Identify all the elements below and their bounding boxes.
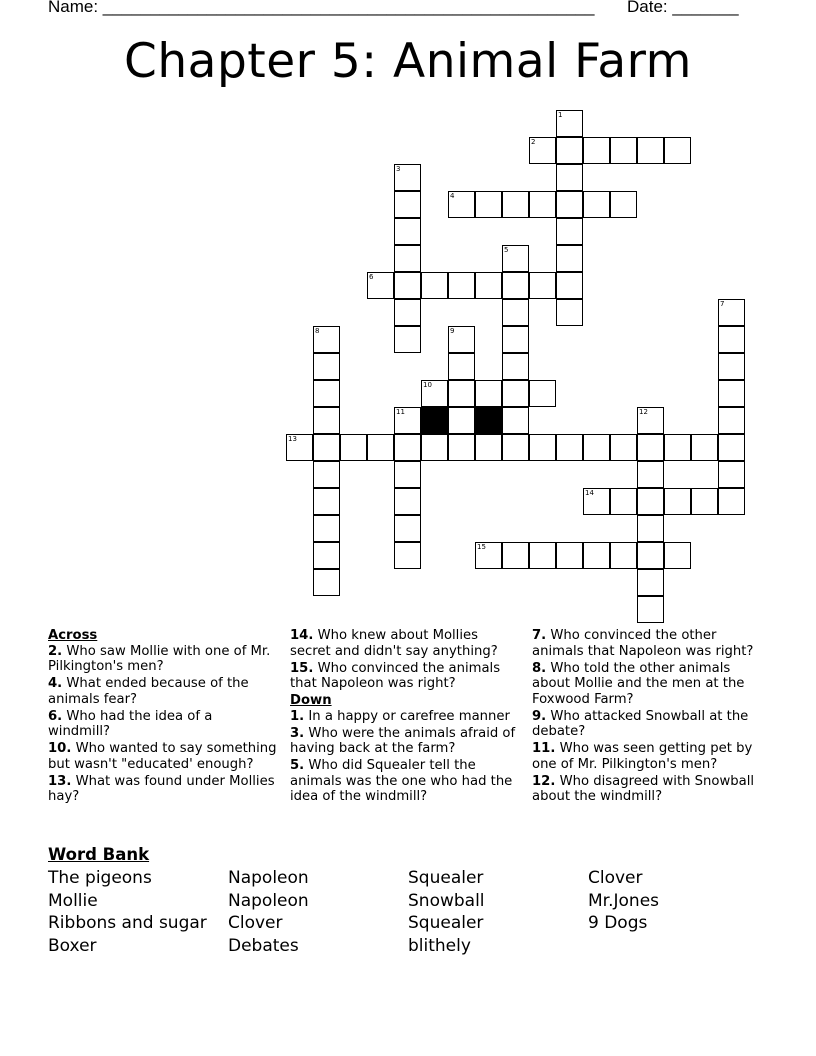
crossword-cell[interactable] [448, 434, 475, 461]
crossword-cell[interactable] [529, 137, 556, 164]
word-bank-item: Mollie [48, 890, 98, 911]
crossword-cell[interactable] [394, 488, 421, 515]
clue-number: 9 [450, 327, 455, 335]
crossword-cell[interactable] [637, 434, 664, 461]
crossword-cell[interactable] [448, 272, 475, 299]
word-bank-item: Debates [228, 935, 299, 956]
crossword-cell[interactable] [502, 542, 529, 569]
crossword-cell[interactable] [637, 542, 664, 569]
crossword-cell[interactable] [583, 542, 610, 569]
crossword-cell[interactable] [556, 272, 583, 299]
crossword-cell[interactable] [367, 272, 394, 299]
crossword-cell[interactable] [664, 542, 691, 569]
crossword-cell[interactable] [610, 191, 637, 218]
crossword-cell[interactable] [718, 434, 745, 461]
crossword-cell[interactable] [691, 434, 718, 461]
crossword-cell[interactable] [475, 542, 502, 569]
crossword-cell[interactable] [556, 299, 583, 326]
crossword-cell[interactable] [394, 299, 421, 326]
crossword-cell[interactable] [502, 434, 529, 461]
crossword-cell[interactable] [394, 515, 421, 542]
crossword-cell[interactable] [664, 434, 691, 461]
clue-down: 9. Who attacked Snowball at the debate? [532, 708, 749, 739]
clue-number: 15 [477, 543, 486, 551]
crossword-cell[interactable] [718, 407, 745, 434]
down-heading: Down [290, 693, 332, 708]
crossword-cell[interactable] [394, 542, 421, 569]
clue-number: 10 [423, 381, 432, 389]
clue-across: 10. Who wanted to say something but wasn't "educated' enough? [48, 741, 277, 772]
crossword-cell[interactable] [502, 272, 529, 299]
clue-down: 12. Who disagreed with Snowball about the windmill? [532, 773, 755, 804]
crossword-cell[interactable] [583, 434, 610, 461]
crossword-cell[interactable] [421, 380, 448, 407]
crossword-cell[interactable] [313, 407, 340, 434]
crossword-cell[interactable] [529, 272, 556, 299]
word-bank-item: 9 Dogs [588, 913, 648, 933]
clues-column-1 [48, 628, 278, 806]
crossword-cell[interactable] [313, 569, 340, 596]
crossword-cell[interactable] [313, 380, 340, 407]
crossword-cell[interactable] [313, 353, 340, 380]
crossword-cell[interactable] [664, 137, 691, 164]
word-bank-item: Clover [228, 913, 283, 933]
crossword-cell[interactable] [718, 326, 745, 353]
clue-across: 13. What was found under Mollies hay? [48, 773, 275, 804]
clue-number: 6 [369, 273, 374, 281]
clue-across: 15. Who convinced the animals that Napoleon was right? [290, 660, 501, 691]
crossword-cell[interactable] [718, 461, 745, 488]
crossword-cell[interactable] [394, 434, 421, 461]
crossword-cell[interactable] [556, 218, 583, 245]
crossword-cell[interactable] [556, 164, 583, 191]
crossword-cell[interactable] [637, 137, 664, 164]
word-bank-item [588, 935, 768, 958]
crossword-cell[interactable] [502, 245, 529, 272]
crossword-cell[interactable] [583, 191, 610, 218]
crossword-cell[interactable] [637, 488, 664, 515]
crossword-cell[interactable] [394, 164, 421, 191]
crossword-cell[interactable] [421, 434, 448, 461]
crossword-cell[interactable] [529, 434, 556, 461]
crossword-cell[interactable] [448, 380, 475, 407]
crossword-cell[interactable] [637, 461, 664, 488]
crossword-cell[interactable] [718, 299, 745, 326]
crossword-cell[interactable] [313, 434, 340, 461]
word-bank-item: Snowball [408, 890, 485, 911]
crossword-cell[interactable] [610, 488, 637, 515]
clues-column-2 [290, 628, 522, 806]
crossword-cell[interactable] [556, 191, 583, 218]
crossword-cell[interactable] [583, 488, 610, 515]
word-bank-item: Napoleon [228, 868, 309, 888]
clue-number: 5 [504, 246, 509, 254]
crossword-cell[interactable] [475, 380, 502, 407]
crossword-cell[interactable] [286, 434, 313, 461]
word-bank-item: Ribbons and sugar [48, 913, 207, 933]
blocked-cell [421, 407, 448, 434]
crossword-cell[interactable] [340, 434, 367, 461]
crossword-cell[interactable] [448, 407, 475, 434]
crossword-cell[interactable] [502, 353, 529, 380]
crossword-cell[interactable] [718, 488, 745, 515]
crossword-cell[interactable] [394, 326, 421, 353]
clue-across: 4. What ended because of the animals fear? [48, 676, 249, 707]
clue-down: 3. Who were the animals afraid of having back at the farm? [290, 725, 516, 756]
clue-across: 2. Who saw Mollie with one of Mr. Pilkington's men? [48, 643, 271, 674]
crossword-cell[interactable] [394, 245, 421, 272]
crossword-cell[interactable] [718, 380, 745, 407]
crossword-cell[interactable] [394, 407, 421, 434]
word-bank-item: Mr.Jones [588, 890, 660, 911]
clue-number: 4 [450, 192, 455, 200]
crossword-cell[interactable] [502, 299, 529, 326]
crossword-cell[interactable] [502, 380, 529, 407]
clue-down: 1. In a happy or carefree manner [290, 708, 510, 724]
crossword-cell[interactable] [448, 326, 475, 353]
crossword-cell[interactable] [556, 434, 583, 461]
clue-down: 7. Who convinced the other animals that Napoleon was right? [532, 628, 754, 659]
crossword-cell[interactable] [556, 110, 583, 137]
clue-across: 6. Who had the idea of a windmill? [48, 708, 213, 739]
crossword-cell[interactable] [583, 137, 610, 164]
crossword-cell[interactable] [529, 380, 556, 407]
crossword-cell[interactable] [637, 407, 664, 434]
crossword-cell[interactable] [556, 542, 583, 569]
crossword-cell[interactable] [610, 542, 637, 569]
crossword-cell[interactable] [394, 218, 421, 245]
crossword-cell[interactable] [367, 434, 394, 461]
date-field-label: Date: _______ [627, 0, 739, 16]
crossword-cell[interactable] [475, 191, 502, 218]
clue-number: 8 [315, 327, 320, 335]
word-bank [48, 867, 768, 957]
word-bank-item: blithely [408, 935, 471, 956]
crossword-cell[interactable] [529, 542, 556, 569]
crossword-cell[interactable] [502, 407, 529, 434]
clue-number: 2 [531, 138, 536, 146]
word-bank-item: Boxer [48, 935, 97, 956]
crossword-cell[interactable] [448, 191, 475, 218]
clue-number: 12 [639, 408, 648, 416]
crossword-cell[interactable] [394, 191, 421, 218]
clue-down: 8. Who told the other animals about Mollie and the men at the Foxwood Farm? [532, 660, 745, 707]
crossword-cell[interactable] [691, 488, 718, 515]
crossword-cell[interactable] [313, 461, 340, 488]
crossword-cell[interactable] [394, 272, 421, 299]
word-bank-item: Napoleon [228, 890, 309, 911]
crossword-cell[interactable] [313, 515, 340, 542]
crossword-cell[interactable] [502, 191, 529, 218]
crossword-cell[interactable] [448, 353, 475, 380]
crossword-cell[interactable] [475, 434, 502, 461]
crossword-cell[interactable] [556, 137, 583, 164]
crossword-cell[interactable] [502, 326, 529, 353]
blocked-cell [475, 407, 502, 434]
crossword-cell[interactable] [556, 245, 583, 272]
crossword-cell[interactable] [475, 272, 502, 299]
clue-number: 14 [585, 489, 594, 497]
clue-number: 7 [720, 300, 725, 308]
clue-down: 11. Who was seen getting pet by one of Mr. Pilkington's men? [532, 741, 753, 772]
word-bank-item: Squealer [408, 913, 484, 933]
word-bank-title: Word Bank [48, 845, 150, 864]
page-title: Chapter 5: Animal Farm [124, 34, 692, 89]
crossword-cell[interactable] [637, 596, 664, 623]
crossword-cell[interactable] [313, 488, 340, 515]
crossword-cell[interactable] [637, 569, 664, 596]
crossword-cell[interactable] [637, 515, 664, 542]
crossword-cell[interactable] [421, 272, 448, 299]
crossword-cell[interactable] [664, 488, 691, 515]
crossword-cell[interactable] [529, 191, 556, 218]
clues-column-3 [532, 628, 772, 806]
crossword-cell[interactable] [394, 461, 421, 488]
clue-number: 13 [288, 435, 297, 443]
clue-number: 3 [396, 165, 401, 173]
crossword-cell[interactable] [313, 542, 340, 569]
crossword-cell[interactable] [718, 353, 745, 380]
crossword-cell[interactable] [610, 434, 637, 461]
clue-across: 14. Who knew about Mollies secret and didn't say anything? [290, 628, 498, 659]
crossword-cell[interactable] [313, 326, 340, 353]
clue-number: 1 [558, 111, 563, 119]
word-bank-item: The pigeons [48, 868, 152, 888]
clue-number: 11 [396, 408, 405, 416]
across-heading: Across [48, 628, 98, 643]
crossword-cell[interactable] [610, 137, 637, 164]
clue-down: 5. Who did Squealer tell the animals was the one who had the idea of the windmill? [290, 758, 513, 804]
name-field-label: Name: ____________________________________________________ [48, 0, 595, 16]
word-bank-item: Squealer [408, 868, 484, 888]
word-bank-item: Clover [588, 868, 643, 888]
